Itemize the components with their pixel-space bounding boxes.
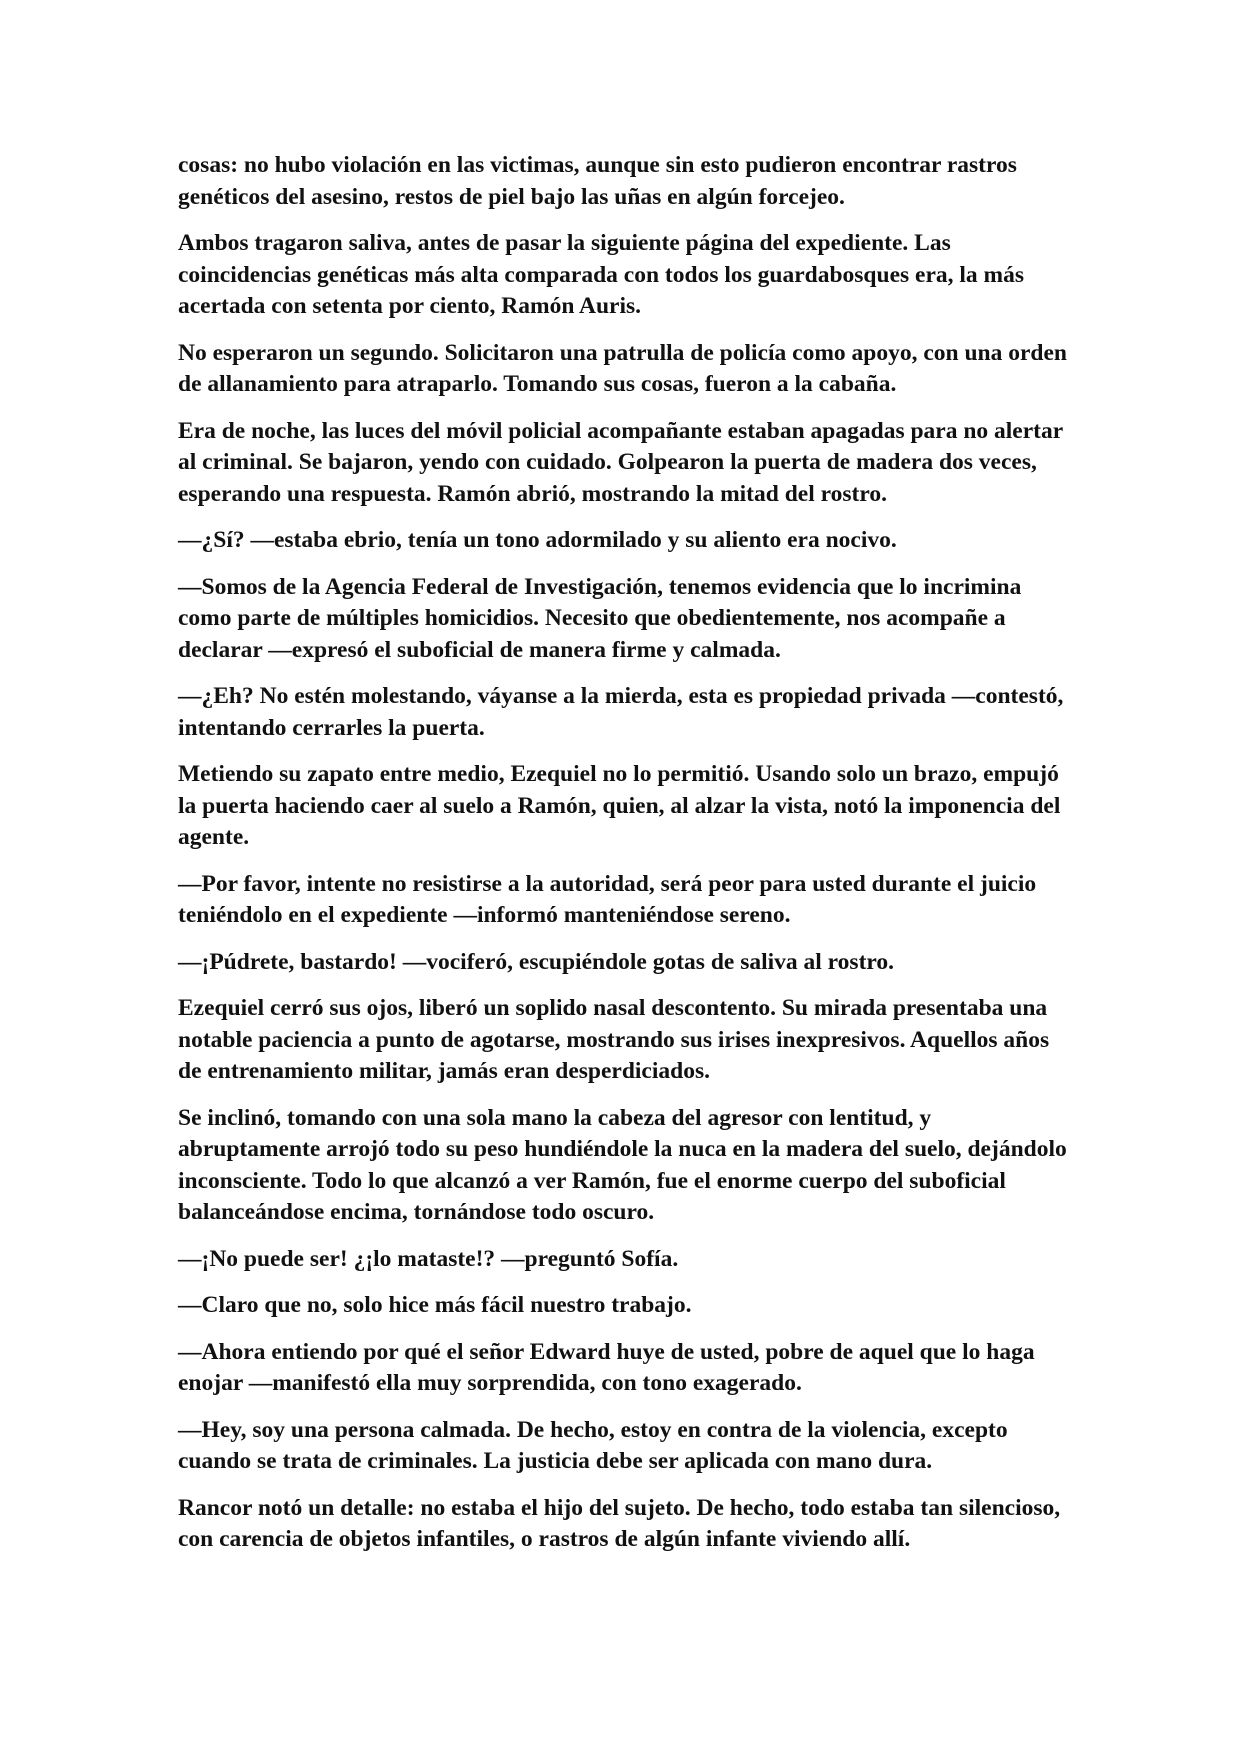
- paragraph: Ezequiel cerró sus ojos, liberó un soplido nasal descontento. Su mirada presentaba una notable paciencia a punto de agotarse, mostrando sus irises inexpresivos. Aquellos años de entrenamiento militar, jamás eran desperdiciados.: [178, 995, 1050, 1084]
- paragraph: —Hey, soy una persona calmada. De hecho, estoy en contra de la violencia, excepto cuando se trata de criminales. La justicia debe ser aplicada con mano dura.: [178, 1416, 1008, 1474]
- document-body: [178, 150, 1070, 1571]
- paragraph: —Por favor, intente no resistirse a la autoridad, será peor para usted durante el juicio teniéndolo en el expediente —informó manteniéndose sereno.: [178, 870, 1037, 928]
- paragraph: —¿Eh? No estén molestando, váyanse a la mierda, esta es propiedad privada —contestó, intentando cerrarles la puerta.: [178, 683, 1064, 741]
- paragraph: No esperaron un segundo. Solicitaron una patrulla de policía como apoyo, con una orden de allanamiento para atraparlo. Tomando sus cosas, fueron a la cabaña.: [178, 339, 1067, 397]
- paragraph: Metiendo su zapato entre medio, Ezequiel no lo permitió. Usando solo un brazo, empujó la puerta haciendo caer al suelo a Ramón, quien, al alzar la vista, notó la imponencia del agente.: [178, 761, 1061, 850]
- paragraph: Rancor notó un detalle: no estaba el hijo del sujeto. De hecho, todo estaba tan silencioso, con carencia de objetos infantiles, o rastros de algún infante viviendo allí.: [178, 1494, 1061, 1552]
- paragraph: —Somos de la Agencia Federal de Investigación, tenemos evidencia que lo incrimina como parte de múltiples homicidios. Necesito que obedientemente, nos acompañe a declarar —expresó el suboficial de manera firme y calmada.: [178, 573, 1022, 663]
- paragraph: —Claro que no, solo hice más fácil nuestro trabajo.: [178, 1292, 692, 1318]
- paragraph: Ambos tragaron saliva, antes de pasar la siguiente página del expediente. Las coincidencias genéticas más alta comparada con todos los guardabosques era, la más acertada con setenta por ciento, Ramón Auris.: [178, 230, 1024, 319]
- paragraph: —¿Sí? —estaba ebrio, tenía un tono adormilado y su aliento era nocivo.: [178, 527, 897, 553]
- paragraph: —¡Púdrete, bastardo! —vociferó, escupiéndole gotas de saliva al rostro.: [178, 948, 895, 975]
- paragraph: Se inclinó, tomando con una sola mano la cabeza del agresor con lentitud, y abruptamente arrojó todo su peso hundiéndole la nuca en la madera del suelo, dejándolo inconsciente. Todo lo que alcanzó a ver Ramón, fue el enorme cuerpo del suboficial balanceándose encima, tornándose todo oscuro.: [178, 1104, 1067, 1225]
- paragraph: —Ahora entiendo por qué el señor Edward huye de usted, pobre de aquel que lo haga enojar —manifestó ella muy sorprendida, con tono exagerado.: [178, 1338, 1035, 1396]
- paragraph: —¡No puede ser! ¿¡lo mataste!? —preguntó Sofía.: [178, 1245, 679, 1272]
- paragraph: Era de noche, las luces del móvil policial acompañante estaban apagadas para no alertar al criminal. Se bajaron, yendo con cuidado. Golpearon la puerta de madera dos veces, esperando una respuesta. Ramón abrió, mostrando la mitad del rostro.: [178, 417, 1063, 507]
- paragraph: cosas: no hubo violación en las victimas, aunque sin esto pudieron encontrar rastros genéticos del asesino, restos de piel bajo las uñas en algún forcejeo.: [178, 152, 1017, 210]
